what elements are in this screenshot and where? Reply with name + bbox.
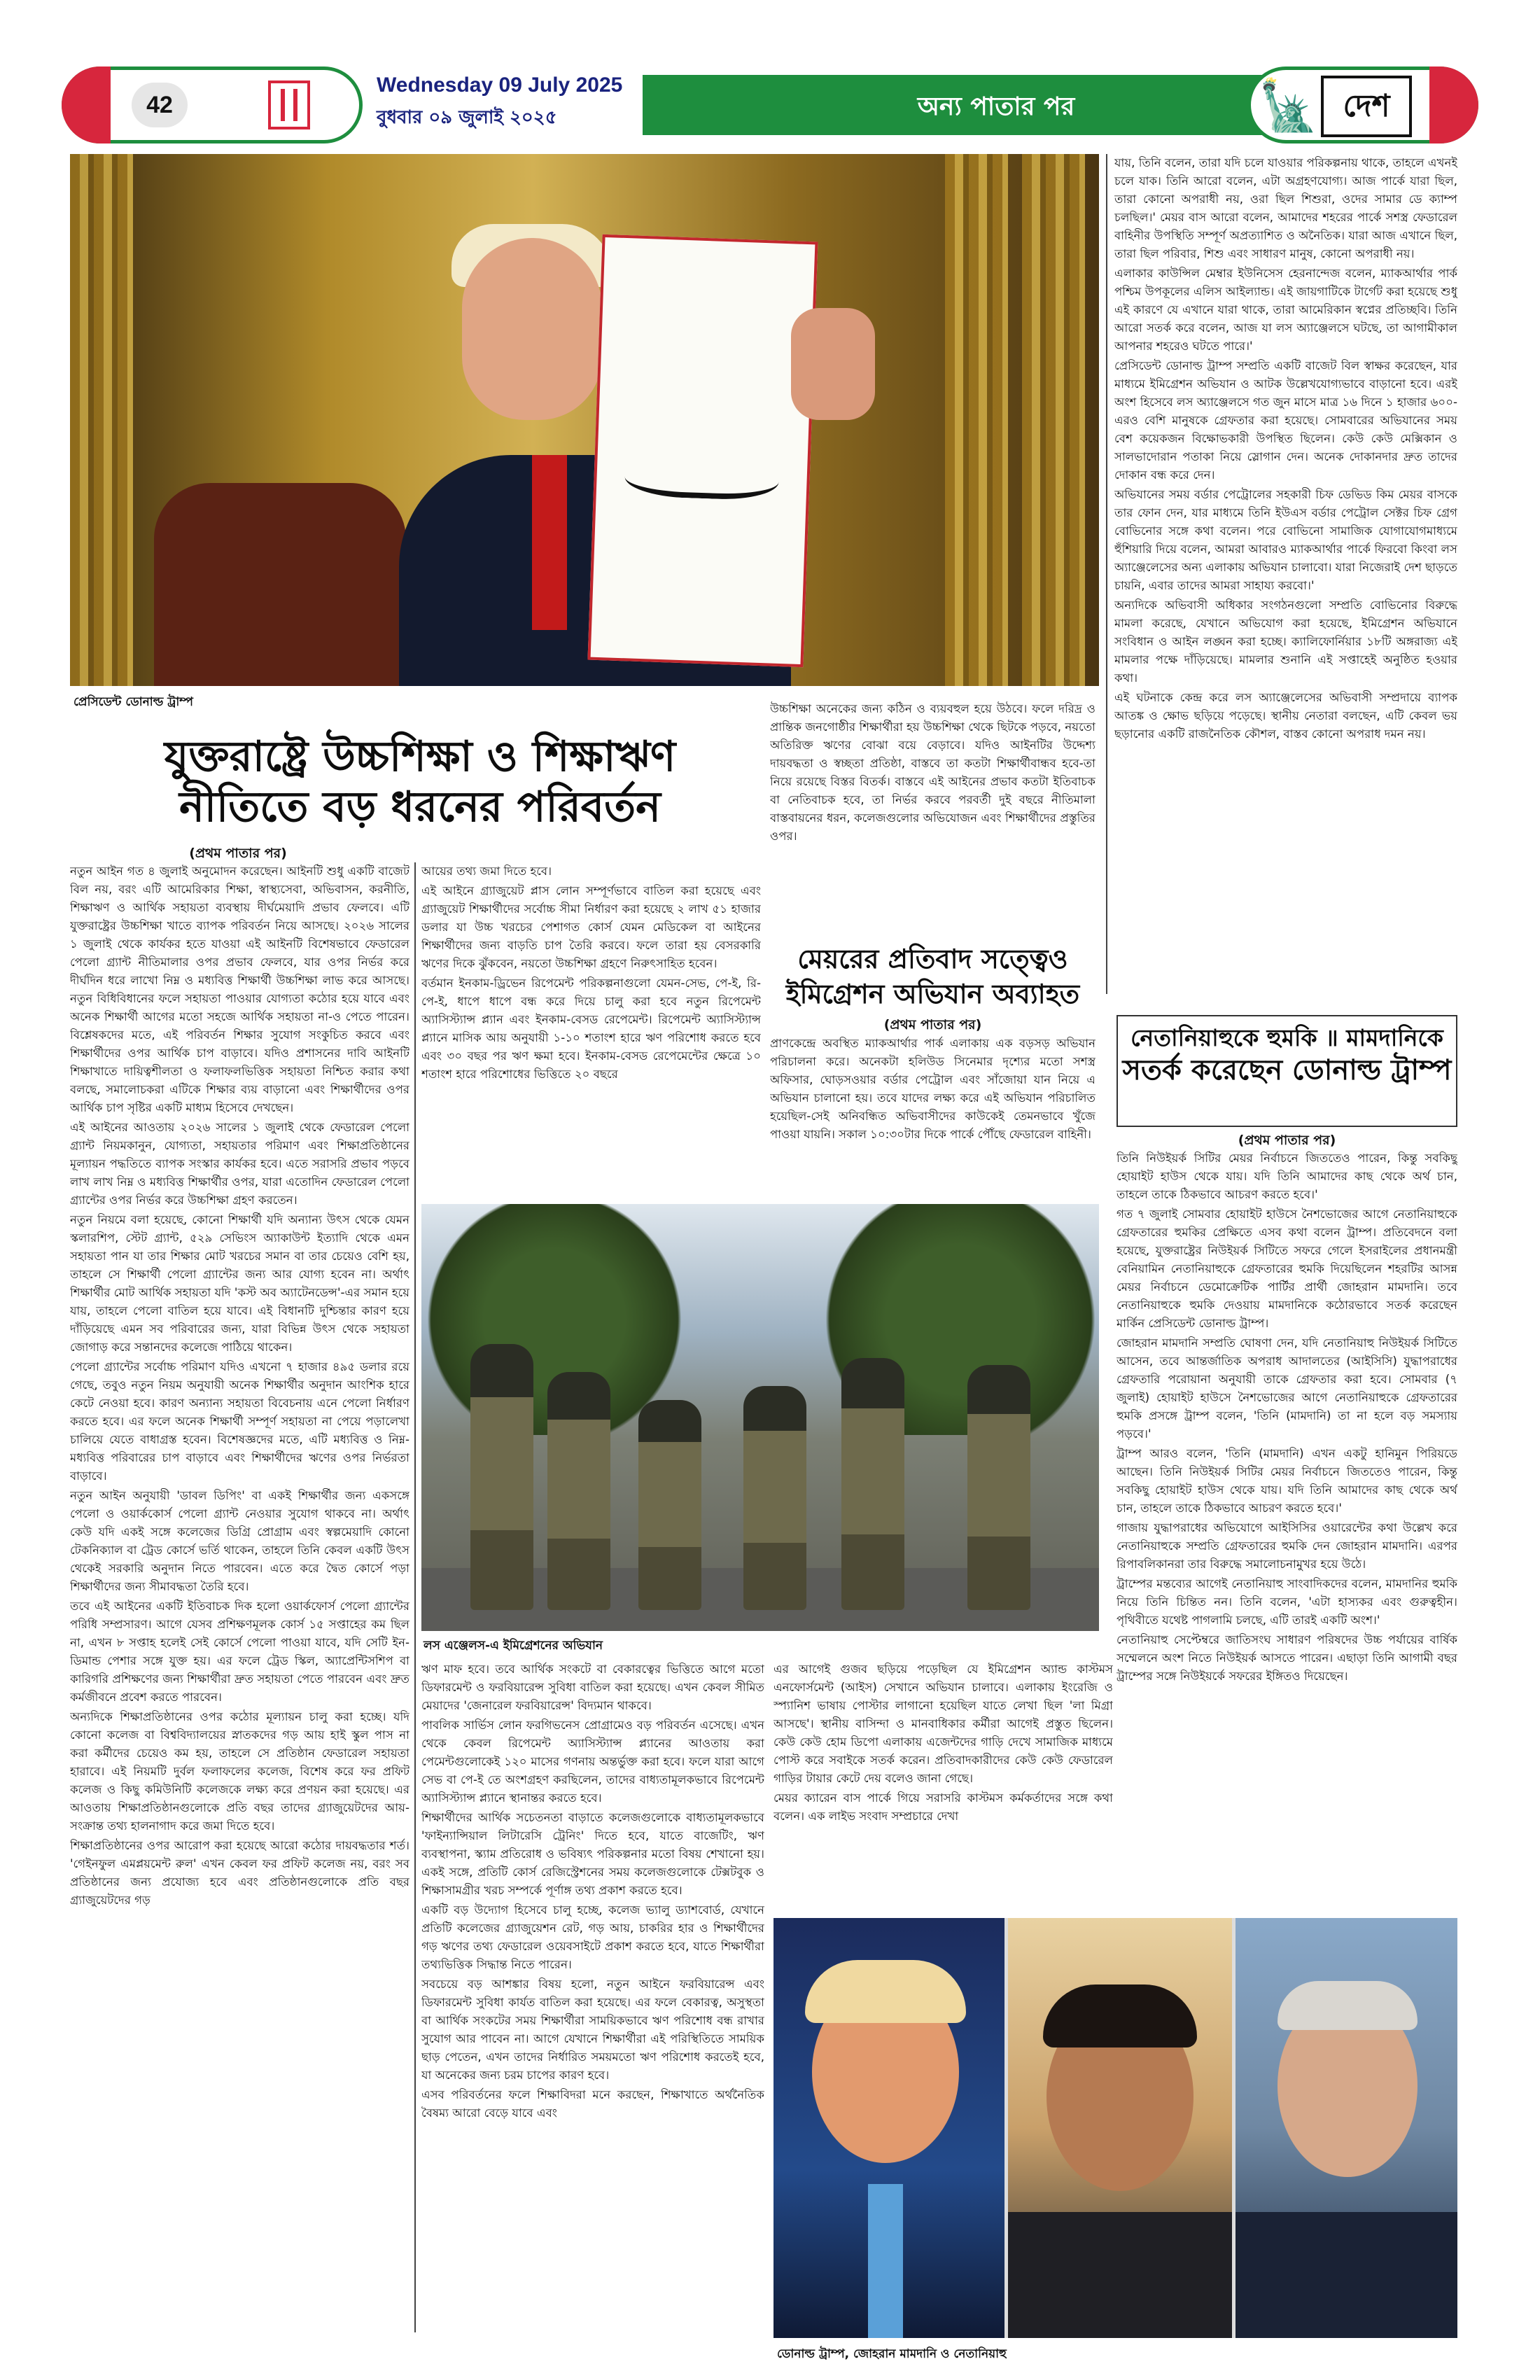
story1-paragraph: আয়ের তথ্য জমা দিতে হবে। [421, 864, 552, 878]
story1-column-2-continued [421, 1660, 764, 2332]
story1-paragraph: এই আইনের আওতায় ২০২৬ সালের ১ জুলাই থেকে ফেডারেল পেলো গ্র্যান্ট নিয়মকানুন, যোগ্যতা, সহায়তার পরিমাণ এবং শিক্ষাপ্রতিষ্ঠানের মূল্যায়ন পদ্ধতিতে ব্যাপক সংস্কার কার্যকর হবে। এতে সরাসরি প্রভাব পড়বে লাখ লাখ নিম্ন ও মধ্যবিত্ত শিক্ষার্থীর ওপর, যারা এতোদিন ফেডারেল পেলো গ্র্যান্টের ওপর নির্ভর করে উচ্চশিক্ষা গ্রহণ করতেন। [70, 1121, 410, 1207]
newspaper-icon [268, 80, 310, 130]
story2-column-c [1114, 154, 1457, 994]
story1-paragraph: সবচেয়ে বড় আশঙ্কার বিষয় হলো, নতুন আইনে ফরবিয়ারেন্স এবং ডিফারমেন্ট সুবিধা কার্যত বাতিল করা হয়েছে। এর ফলে বেকারত্ব, অসুস্থতা বা আর্থিক সংকটের সময় শিক্ষার্থীরা সাময়িকভাবে ঋণ পরিশোধ বন্ধ রাখার সুযোগ আর পাবেন না। আগে যেখানে শিক্ষার্থীরা এই পরিস্থিতিতে সাময়িক ছাড় পেতেন, এখন তাদের নির্ধারিত সময়মতো ঋণ পরিশোধ করতেই হবে, যা অনেকের জন্য চরম চাপের কারণ হবে। [421, 1977, 764, 2082]
story3-paragraph: গত ৭ জুলাই সোমবার হোয়াইট হাউসে নৈশভোজের আগে নেতানিয়াহুকে গ্রেফতারের হুমকির প্রেক্ষিতে এসব কথা বলেন ট্রাম্প। প্রতিবেদনে বলা হয়েছে, যুক্তরাষ্ট্রের নিউইয়র্ক সিটিতে সফরে গেলে ইসরাইলের প্রধানমন্ত্রী বেনিয়ামিন নেতানিয়াহুকে গ্রেফতারের হুমকি দিয়েছিলেন শহরটির আসন্ন মেয়র নির্বাচনে ডেমোক্রেটিক পার্টির প্রার্থী জোহরান মামদানি। তবে নেতানিয়াহুকে হুমকি দেওয়ায় মামদানিকে কঠোরভাবে সতর্ক করেছেন মার্কিন প্রেসিডেন্ট ডোনাল্ড ট্রাম্প। [1116, 1208, 1457, 1330]
story1-column-1 [70, 862, 410, 2336]
page-number: 42 [132, 83, 188, 127]
brand-logo: দেশ [1321, 76, 1412, 137]
story2-paragraph: এই ঘটনাকে কেন্দ্র করে লস অ্যাঞ্জেলেসের অভিবাসী সম্প্রদায়ে ব্যাপক আতঙ্ক ও ক্ষোভ ছড়িয়ে পড়েছে। স্থানীয় নেতারা বলছেন, এটি কেবল ভয় ছড়ানোর একটি রাজনৈতিক কৌশল, বাস্তব কোনো অপরাধ দমন নয়। [1114, 691, 1457, 741]
story1-paragraph: শিক্ষাপ্রতিষ্ঠানের ওপর আরোপ করা হয়েছে আরো কঠোর দায়বদ্ধতার শর্ত। 'গেইনফুল এমপ্লয়মেন্ট রুল' এখন কেবল ফর প্রফিট কলেজ নয়, বরং সব প্রতিষ্ঠানের জন্য প্রযোজ্য হবে এবং প্রতিষ্ঠানগুলোকে প্রতি বছর গ্র্যাজুয়েটদের গড় [70, 1839, 410, 1907]
masthead-left-pill [62, 66, 363, 144]
story1-paragraph: নতুন আইন গত ৪ জুলাই অনুমোদন করেছেন। আইনটি শুধু একটি বাজেট বিল নয়, বরং এটি আমেরিকার শিক্ষা, স্বাস্থ্যসেবা, অভিবাসন, করনীতি, শিক্ষাঋণ ও আর্থিক সহায়তা ব্যবস্থায় দীর্ঘমেয়াদি প্রভাব ফেলবে। এটি যুক্তরাষ্ট্রের উচ্চশিক্ষা খাতে ব্যাপক পরিবর্তন নিয়ে আসছে। ২০২৬ সালের ১ জুলাই থেকে কার্যকর হতে যাওয়া এই আইনটি বিশেষভাবে ফেডারেল পেলো গ্র্যান্ট নীতিমালার ওপর প্রভাব ফেলবে, যার ওপর নির্ভর করে দীর্ঘদিন ধরে লাখো নিম্ন ও মধ্যবিত্ত শিক্ষার্থী উচ্চশিক্ষা লাভ করে আসছে। নতুন বিধিবিধানের ফলে সহায়তা পাওয়ার যোগ্যতা কঠোর হয়ে যাবে এবং অনেক শিক্ষার্থী আগের মতো সহজে আর্থিক সহায়তা না-ও পেতে পারেন। বিশ্লেষকদের মতে, এই পরিবর্তন শিক্ষার সুযোগ সংকুচিত করবে এবং শিক্ষার্থীদের ওপর আর্থিক চাপ বাড়াবে। যদিও প্রশাসনের দাবি আইনটি শিক্ষাখাতে দায়িত্বশীলতা ও ফলাফলভিত্তিক সহায়তা নিশ্চিত করার কথা বলছে, সমালোচকরা এটিকে শিক্ষার ব্যয় বাড়ানো এবং শিক্ষার্থীদের ওপর আর্থিক চাপ সৃষ্টির একটি মাধ্যম হিসেবে দেখছেন। [70, 864, 410, 1114]
trump-mamdani-netanyahu-photo [774, 1918, 1457, 2338]
story3-paragraph: নেতানিয়াহু সেপ্টেম্বরে জাতিসংঘ সাধারণ পরিষদের উচ্চ পর্যায়ের বার্ষিক সম্মেলনে অংশ নিতে নিউইয়র্ক আসতে পারেন। এছাড়া তিনি আগামী বছর ট্রাম্পের সঙ্গে নিউইয়র্কে সফরের ইঙ্গিতও দিয়েছেন। [1116, 1633, 1457, 1683]
story2-paragraph: অভিযানের সময় বর্ডার পেট্রোলের সহকারী চিফ ডেভিড কিম মেয়র বাসকে তার ফোন দেন, যার মাধ্যমে তিনি ইউএস বর্ডার পেট্রোল সেক্টর চিফ গ্রেগ বোভিনোর সঙ্গে কথা বলেন। পরে বোভিনো সামাজিক যোগাযোগমাধ্যমে হুঁশিয়ারি দিয়ে বলেন, আমরা আবারও ম্যাকআর্থার পার্কে ফিরবো কিংবা লস অ্যাঞ্জেলেসের অন্য এলাকায় অভিযান চালাবো। যারা নিজেরাই দেশ ছাড়তে চায়নি, এবার তাদের আমরা সাহায্য করবো।' [1114, 488, 1457, 592]
story2-headline-line2: ইমিগ্রেশন অভিযান অব্যাহত [785, 979, 1080, 1009]
story1-paragraph: একটি বড় উদ্যোগ হিসেবে চালু হচ্ছে, কলেজ ভ্যালু ড্যাশবোর্ড, যেখানে প্রতিটি কলেজের গ্র্যাজুয়েশন রেট, গড় আয়, চাকরির হার ও শিক্ষার্থীদের গড় ঋণের তথ্য ফেডারেল ওয়েবসাইটে প্রকাশ করতে হবে, যাতে শিক্ষার্থীরা তথ্যভিত্তিক সিদ্ধান্ত নিতে পারেন। [421, 1903, 764, 1971]
statue-of-liberty-icon: 🗽 [1258, 77, 1320, 134]
story3-paragraph: তিনি নিউইয়র্ক সিটির মেয়র নির্বাচনে জিততেও পারেন, কিন্তু সবকিছু হোয়াইট হাউস থেকে যায়। যদি তিনি আমাদের কাছ থেকে অর্থ চান, তাহলে তাকে ঠিকভাবে আচরণ করতে হবে।' [1116, 1152, 1457, 1201]
story1-headline-line1: যুক্তরাষ্ট্রে উচ্চশিক্ষা ও শিক্ষাঋণ [164, 732, 676, 781]
mamdani-portrait [1008, 1918, 1232, 2338]
story1-paragraph: নতুন নিয়মে বলা হয়েছে, কোনো শিক্ষার্থী যদি অন্যান্য উৎস থেকে যেমন স্কলারশিপ, স্টেট গ্র্যান্ট, ৫২৯ সেভিংস অ্যাকাউন্ট ইত্যাদি থেকে এমন সহায়তা পান যা তার শিক্ষার মোট খরচের সমান বা তার চেয়েও বেশি হয়, তাহলে সে শিক্ষার্থী পেলো গ্র্যান্টের জন্য আর যোগ্য হবেন না। অর্থাৎ শিক্ষার্থীর মোট আর্থিক সহায়তা যদি 'কস্ট অব অ্যাটেনডেন্স'-এর সমান হয়ে যায়, তাহলে পেলো বাতিল হয়ে যাবে। এই বিধানটি দুশ্চিন্তার কারণ হয়ে দাঁড়িয়েছে এমন সব পরিবারের জন্য, যারা বিভিন্ন উৎস থেকে সহায়তা জোগাড় করে সন্তানদের কলেজে পাঠিয়ে থাকেন। [70, 1213, 410, 1354]
story3-headline-box [1116, 1015, 1457, 1127]
story2-paragraph: এলাকার কাউন্সিল মেম্বার ইউনিসেস হেরনান্দেজ বলেন, ম্যাকআর্থার পার্ক পশ্চিম উপকূলের এলিস আইল্যান্ড। এই জায়গাটিকে টার্গেট করা হয়েছে শুধু এই কারণে যে এখানে যারা থাকে, তারা আমেরিকান স্বপ্নের প্রতিচ্ছবি। তিনি আরো সতর্ক করে বলেন, আজ যা লস অ্যাঞ্জেলসে ঘটছে, তা আগামীকাল আপনার শহরেও ঘটতে পারে।' [1114, 267, 1457, 353]
story1-paragraph: অন্যদিকে শিক্ষাপ্রতিষ্ঠানের ওপর কঠোর মূল্যায়ন চালু করা হচ্ছে। যদি কোনো কলেজ বা বিশ্ববিদ্যালয়ের স্নাতকদের গড় আয় হাই স্কুল পাস না করা কর্মীদের চেয়েও কম হয়, তাহলে সে প্রতিষ্ঠান ফেডারেল সহায়তা হারাবে। এই নিয়মটি দুর্বল ফলাফলের কলেজ, বিশেষ করে ফর প্রফিট কলেজ ও কিছু কমিউনিটি কলেজকে লক্ষ্য করে প্রণয়ন করা হয়েছে। এর আওতায় শিক্ষাপ্রতিষ্ঠানগুলোকে প্রতি বছর তাদের গ্র্যাজুয়েটদের আয়-সংক্রান্ত তথ্য হালনাগাদ করে জমা দিতে হবে। [70, 1710, 410, 1833]
story1-paragraph: শিক্ষার্থীদের আর্থিক সচেতনতা বাড়াতে কলেজগুলোকে বাধ্যতামূলকভাবে 'ফাইন্যান্সিয়াল লিটারেসি ট্রেনিং' দিতে হবে, যাতে বাজেটিং, ঋণ ব্যবস্থাপনা, স্ক্যাম প্রতিরোধ ও ভবিষ্যৎ পরিকল্পনার মতো বিষয় শেখানো হয়। একই সঙ্গে, প্রতিটি কোর্স রেজিস্ট্রেশনের সময় কলেজগুলোকে টেক্সটবুক ও শিক্ষাসামগ্রীর খরচ সম্পর্কে পূর্ণাঙ্গ তথ্য প্রকাশ করতে হবে। [421, 1811, 764, 1897]
immigration-raid-photo [421, 1204, 1099, 1631]
story3-paragraph: ট্রাম্প আরও বলেন, 'তিনি (মামদানি) এখন একটু হানিমুন পিরিয়ডে আছেন। তিনি নিউইয়র্ক সিটির মেয়র নির্বাচনে জিততেও পারেন, কিন্তু সবকিছু হোয়াইট হাউস থেকে যায়। যদি তিনি আমাদের কাছ থেকে অর্থ চান, তাহলে তাকে ঠিকভাবে আচরণ করতে হবে।' [1116, 1447, 1457, 1515]
story2-paragraph: যায়, তিনি বলেন, তারা যদি চলে যাওয়ার পরিকল্পনায় থাকে, তাহলে এখনই চলে যাক। তিনি আরো বলেন, এটা অগ্রহণযোগ্য। আজ পার্কে যারা ছিল, তারা কোনো অপরাধী নয়, ওরা ছিল শিশুরা, ওদের সামার ডে ক্যাম্প চলছিল।' মেয়র বাস আরো বলেন, আমাদের শহরের পার্কে সশস্ত্র ফেডারেল বাহিনীর উপস্থিতি সম্পূর্ণ অপ্রত্যাশিত ও অনৈতিক। যারা আজ এখানে ছিল, তারা ছিল পরিবার, শিশু এবং সাধারণ মানুষ, কোনো অপরাধী নয়। [1114, 156, 1457, 260]
story2-paragraph: প্রেসিডেন্ট ডোনাল্ড ট্রাম্প সম্প্রতি একটি বাজেট বিল স্বাক্ষর করেছেন, যার মাধ্যমে ইমিগ্রেশন অভিযান ও আটক উল্লেখযোগ্যভাবে বাড়ানো হবে। এরই অংশ হিসেবে লস অ্যাঞ্জেলসে গত জুন মাসে মাত্র ১৬ দিনে ১ হাজার ৬০০-এরও বেশি মানুষকে গ্রেফতার করা হয়েছে। সোমবারের অভিযানের সময় বেশ কয়েকজন বিক্ষোভকারী উপস্থিত ছিলেন। কেউ কেউ মেক্সিকান ও সালভাদোরান পতাকা নিয়ে স্লোগান দেন। অনেক দোকানদার দ্রুত তাদের দোকান বন্ধ করে দেন। [1114, 359, 1457, 482]
story3-column [1116, 1149, 1457, 1912]
column-divider [1106, 154, 1107, 994]
column-divider [414, 862, 416, 2332]
story1-paragraph: পেলো গ্র্যান্টের সর্বোচ্চ পরিমাণ যদিও এখনো ৭ হাজার ৪৯৫ ডলার রয়ে গেছে, তবুও নতুন নিয়ম অনুযায়ী অনেক শিক্ষার্থীর অনুদান আংশিক হারে কেটে নেওয়া হবে। কারণ অন্যান্য সহায়তা বিবেচনায় এনে পেলো নির্ধারণ করতে হবে। এর ফলে অনেক শিক্ষার্থী সম্পূর্ণ সহায়তা না পেয়ে পড়ালেখা চালিয়ে যেতে বাধাগ্রস্ত হবেন। বিশেষজ্ঞদের মতে, এটি মধ্যবিত্ত ও নিম্ন-মধ্যবিত্ত পরিবারের চাপ বাড়াবে এবং শিক্ষার্থীদের ঋণের ওপর নির্ভরতা বাড়াবে। [70, 1360, 410, 1483]
trio-photo-caption: ডোনাল্ড ট্রাম্প, জোহরান মামদানি ও নেতানিয়াহু [777, 2347, 1007, 2361]
story3-paragraph: ট্রাম্পের মন্তব্যের আগেই নেতানিয়াহু সাংবাদিকদের বলেন, মামদানির হুমকি নিয়ে তিনি চিন্তিত নন। তিনি বলেন, 'এটা হাস্যকর এবং গুরুত্বহীন। পৃথিবীতে যথেষ্ট পাগলামি চলছে, এটি তারই একটি অংশ।' [1116, 1577, 1457, 1627]
trump-photo-caption: প্রেসিডেন্ট ডোনাল্ড ট্রাম্প [74, 695, 193, 709]
story1-paragraph: এই আইনে গ্র্যাজুয়েট প্লাস লোন সম্পূর্ণভাবে বাতিল করা হয়েছে এবং গ্র্যাজুয়েট শিক্ষার্থীদের সর্বোচ্চ সীমা নির্ধারণ করা হয়েছে ২ লাখ ৫১ হাজার ডলার যা উচ্চ খরচের পেশাগত কোর্স যেমন মেডিকেল বা আইনের শিক্ষার্থীদের জন্য বাড়তি চাপ তৈরি করবে। ফলে তারা হয় বেসরকারি ঋণের দিকে ঝুঁকবেন, নয়তো উচ্চশিক্ষা গ্রহণে নিরুৎসাহিত হবেন। [421, 884, 761, 970]
story1-paragraph: তবে এই আইনের একটি ইতিবাচক দিক হলো ওয়ার্কফোর্স পেলো গ্র্যান্টের পরিধি সম্প্রসারণ। আগে যেসব প্রশিক্ষণমূলক কোর্স ১৫ সপ্তাহের কম ছিল না, এখন ৮ সপ্তাহ হলেই সেই কোর্সে পেলো পাওয়া যাবে, যদি সেটি ইন-ডিমান্ড পেশার সঙ্গে যুক্ত হয়। এর ফলে ট্রেড স্কিল, অ্যাপ্রেন্টিসশিপ বা কারিগরি প্রশিক্ষণের জন্য শিক্ষার্থীরা দ্রুত সহায়তা পেতে পারবেন এবং দ্রুত কর্মজীবনে প্রবেশ করতে পারবেন। [70, 1600, 410, 1704]
story1-kicker: (প্রথম পাতার পর) [189, 846, 287, 861]
story3-headline [1118, 1022, 1456, 1086]
story2-paragraph: অন্যদিকে অভিবাসী অধিকার সংগঠনগুলো সম্প্রতি বোভিনোর বিরুদ্ধে মামলা করেছে, যেখানে অভিযোগ করা হয়েছে, ইমিগ্রেশন অভিযানে সংবিধান ও আইন লঙ্ঘন করা হচ্ছে। ক্যালিফোর্নিয়ার ১৮টি অঙ্গরাজ্য এই মামলার পক্ষে দাঁড়িয়েছে। মামলার শুনানি এই সপ্তাহেই অনুষ্ঠিত হওয়ার কথা। [1114, 598, 1457, 685]
story2-headline-line1: মেয়রের প্রতিবাদ সত্ত্বেও [797, 944, 1068, 974]
story1-headline [70, 732, 770, 832]
story1-paragraph: নতুন আইন অনুযায়ী 'ডাবল ডিপিং' বা একই শিক্ষার্থীর জন্য একসঙ্গে পেলো ও ওয়ার্ককোর্স পেলো গ্র্যান্ট নেওয়ার সুযোগ থাকবে না। অর্থাৎ কেউ যদি একই সঙ্গে কলেজের ডিগ্রি প্রোগ্রাম এবং স্বল্পমেয়াদি কোনো টেকনিক্যাল বা ট্রেড কোর্সে ভর্তি থাকেন, তাহলে তিনি কেবল একটি উৎস থেকেই সরকারি অনুদান নিতে পারবেন। এতে করে দ্বৈত কোর্সে পড়া শিক্ষার্থীদের জন্য সীমাবদ্ধতা তৈরি হবে। [70, 1489, 410, 1593]
story2-headline [770, 941, 1096, 1011]
story3-headline-line1: নেতানিয়াহুকে হুমকি ॥ মামদানিকে [1130, 1024, 1443, 1051]
story1-paragraph: ঋণ মাফ হবে। তবে আর্থিক সংকটে বা বেকারত্বের ভিত্তিতে আগে মতো ডিফারমেন্ট ও ফরবিয়ারেন্স সুবিধা বাতিল করা হয়েছে। এখন কেবল সীমিত মেয়াদের 'জেনারেল ফরবিয়ারেন্স' বিদ্যমান থাকবে। [421, 1662, 764, 1712]
section-title: অন্য পাতার পর [917, 92, 1075, 121]
masthead [62, 66, 1478, 144]
story2-paragraph: এর আগেই গুজব ছড়িয়ে পড়েছিল যে ইমিগ্রেশন অ্যান্ড কাস্টমস এনফোর্সমেন্ট (আইস) সেখানে অভিযান চালাবে। এলাকায় ইংরেজি ও স্প্যানিশ ভাষায় পোস্টার লাগানো হয়েছিল যাতে লেখা ছিল 'লা মিগ্রা আসছে'। স্থানীয় বাসিন্দা ও মানবাধিকার কর্মীরা আগেই প্রস্তুত ছিলেন। কেউ কেউ হোম ডিপো এলাকায় এজেন্টদের গাড়ি দেখে সামাজিক মাধ্যমে পোস্ট করে সবাইকে সতর্ক করেন। প্রতিবাদকারীদের কেউ কেউ ফেডারেল গাড়ির টায়ার কেটে দেয় বলেও জানা গেছে। [774, 1662, 1113, 1785]
story3-paragraph: জোহরান মামদানি সম্প্রতি ঘোষণা দেন, যদি নেতানিয়াহু নিউইয়র্ক সিটিতে আসেন, তবে আন্তর্জাতিক অপরাধ আদালতের (আইসিসি) যুদ্ধাপরাধের গ্রেফতারি পরোয়ানা অনুযায়ী তাকে গ্রেফতার করা হবে। সোমবার (৭ জুলাই) হোয়াইট হাউসে নৈশভোজের আগে নেতানিয়াহুকে গ্রেফতারের হুমকি প্রসঙ্গে ট্রাম্প বলেন, 'তিনি (মামদানি) তা না হলে বড় সমস্যায় পড়বে।' [1116, 1336, 1457, 1441]
story3-kicker: (প্রথম পাতার পর) [1238, 1133, 1336, 1148]
story1-paragraph: বর্তমান ইনকাম-ড্রিভেন রিপেমেন্ট পরিকল্পনাগুলো যেমন-সেভ, পে-ই, রি-পে-ই, ধাপে ধাপে বন্ধ করে দিয়ে চালু করা হবে নতুন রিপেমেন্ট অ্যাসিস্ট্যান্স প্ল্যান এবং ইনকাম-বেসড রেপেমেন্ট। রিপেমেন্ট অ্যাসিস্ট্যান্স প্ল্যানে মাসিক আয় অনুযায়ী ১-১০ শতাংশ হারে ঋণ পরিশোধ করতে হবে এবং ৩০ বছর পর ঋণ ক্ষমা হবে। ইনকাম-বেসড রেপেমেন্টের ক্ষেত্রে ১০ শতাংশ হারে পরিশোধের ভিত্তিতে ২০ বছরে [421, 976, 761, 1081]
story1-paragraph: এসব পরিবর্তনের ফলে শিক্ষাবিদরা মনে করছেন, শিক্ষাখাতে অর্থনৈতিক বৈষম্য আরো বেড়ে যাবে এবং [421, 2088, 764, 2120]
date-bangla: বুধবার ০৯ জুলাই ২০২৫ [377, 107, 557, 128]
story2-paragraph: মেয়র ক্যারেন বাস পার্কে গিয়ে সরাসরি কাস্টমস কর্মকর্তাদের সঙ্গে কথা বলেন। এক লাইভ সংবাদ সম্প্রচারে দেখা [774, 1791, 1113, 1823]
masthead-right-pill [1247, 66, 1478, 144]
story1-paragraph: উচ্চশিক্ষা অনেকের জন্য কঠিন ও ব্যয়বহুল হয়ে উঠবে। ফলে দরিদ্র ও প্রান্তিক জনগোষ্ঠীর শিক্ষার্থীরা হয় উচ্চশিক্ষা থেকে ছিটকে পড়বে, নয়তো অতিরিক্ত ঋণের বোঝা বয়ে বেড়াবে। যদিও আইনটির উদ্দেশ্য দায়বদ্ধতা ও স্বচ্ছতা প্রতিষ্ঠা, বাস্তবে তা কতটা শিক্ষার্থীবান্ধব হবে-তা নিয়ে রয়েছে বিস্তর বিতর্ক। বাস্তবে এই আইনের প্রভাব কতটা ইতিবাচক বা নেতিবাচক হবে, তা নির্ভর করবে পরবর্তী দুই বছরে নীতিমালা বাস্তবায়নের ধরন, কলেজগুলোর অভিযোজন এবং শিক্ষার্থীদের প্রস্তুতির ওপর। [770, 702, 1096, 843]
trump-portrait [774, 1918, 1004, 2338]
date-english: Wednesday 09 July 2025 [377, 74, 623, 97]
story1-column-3 [770, 700, 1096, 931]
story3-headline-line2: সতর্ক করেছেন ডোনাল্ড ট্রাম্প [1122, 1054, 1452, 1086]
story2-column-b [774, 1660, 1113, 1898]
story1-headline-line2: নীতিতে বড় ধরনের পরিবর্তন [179, 783, 661, 832]
story1-paragraph: পাবলিক সার্ভিস লোন ফরগিভনেস প্রোগ্রামেও বড় পরিবর্তন এসেছে। এখন থেকে কেবল রিপেমেন্ট অ্যাসিস্ট্যান্স প্ল্যানের আওতায় করা পেমেন্টগুলোকেই ১২০ মাসের গণনায় অন্তর্ভুক্ত করা হবে। ফলে যারা আগে সেভ বা পে-ই তে অংশগ্রহণ করছিলেন, তাদের বাধ্যতামূলকভাবে রিপেমেন্ট অ্যাসিস্ট্যান্স প্ল্যানে স্থানান্তর করতে হবে। [421, 1718, 764, 1805]
raid-photo-caption: লস এঞ্জেলস-এ ইমিগ্রেশনের অভিযান [424, 1639, 603, 1653]
story2-kicker: (প্রথম পাতার পর) [883, 1017, 982, 1032]
story1-column-2 [421, 862, 761, 1198]
netanyahu-portrait [1236, 1918, 1457, 2338]
story2-paragraph: প্রাণকেন্দ্রে অবস্থিত ম্যাকআর্থার পার্ক এলাকায় এক বড়সড় অভিযান পরিচালনা করে। অনেকটা হলিউড সিনেমার দৃশ্যের মতো সশস্ত্র অফিসার, ঘোড়সওয়ার বর্ডার পেট্রোল এবং সাঁজোয়া যান নিয়ে এ অভিযান চালানো হয়। তবে যাদের লক্ষ্য করে এই অভিযান পরিচালিত হয়েছিল-সেই অনিবন্ধিত অভিবাসীদের কাউকেই তেমনভাবে খুঁজে পাওয়া যায়নি। সকাল ১০:৩০টার দিকে পার্কে পৌঁছে ফেডারেল বাহিনী। [770, 1037, 1096, 1141]
trump-signing-photo [70, 154, 1099, 686]
section-band [643, 75, 1350, 135]
story2-column-a [770, 1035, 1096, 1200]
story3-paragraph: গাজায় যুদ্ধাপরাধের অভিযোগে আইসিসির ওয়ারেন্টের কথা উল্লেখ করে নেতানিয়াহুকে সম্প্রতি গ্রেফতারের হুমকি দেন জোহরান মামদানি। এরপর রিপাবলিকানরা তার বিরুদ্ধে সমালোচনামুখর হয়ে উঠে। [1116, 1521, 1457, 1571]
